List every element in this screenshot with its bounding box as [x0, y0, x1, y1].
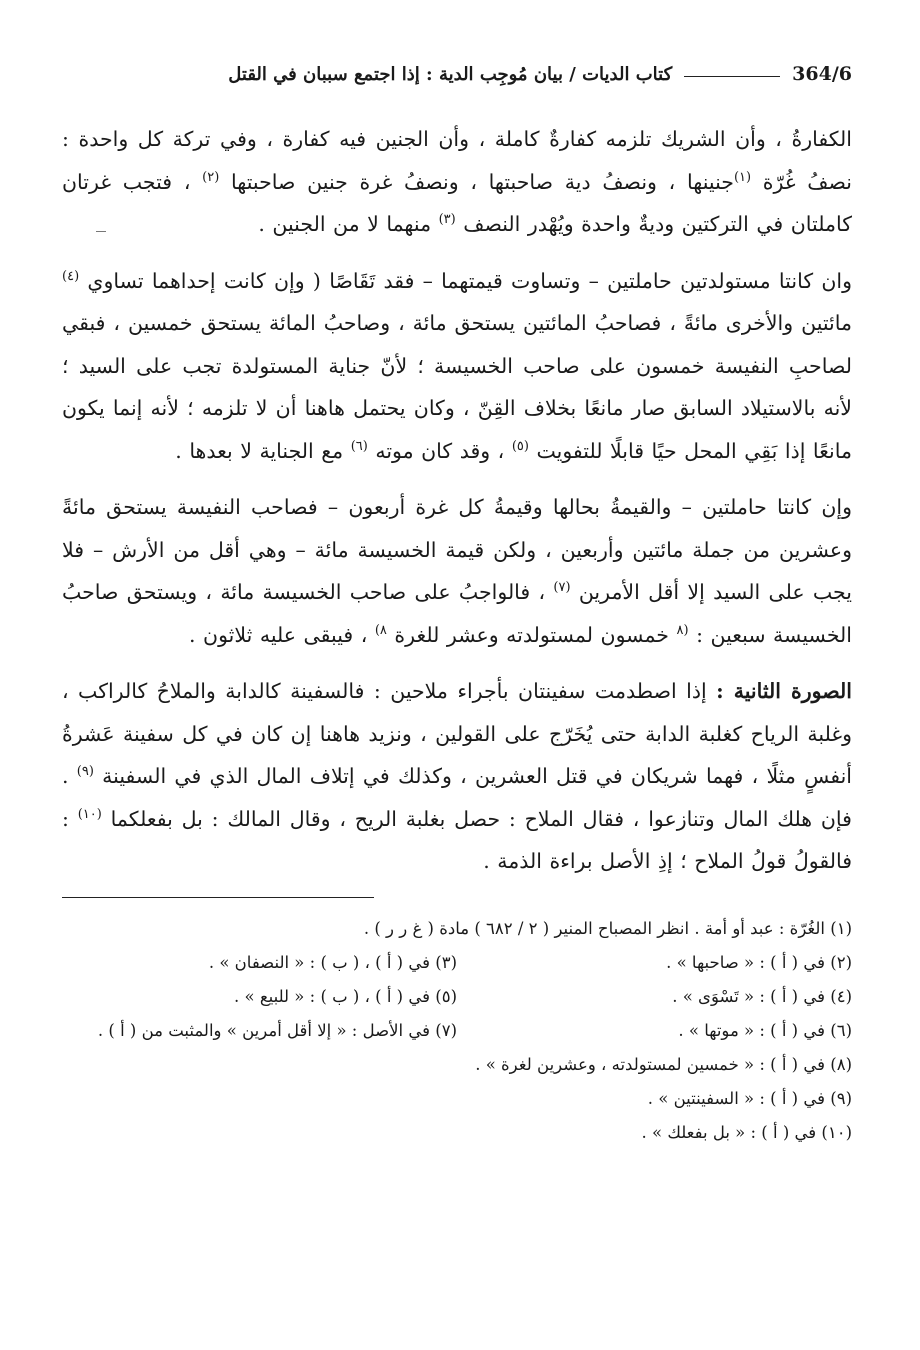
main-text	[62, 118, 852, 883]
paragraph-text: . فإن هلك المال وتنازعوا ، فقال الملاح : حصل بغلبة الريح ، وقال المالك : بل بفعلكما	[62, 764, 852, 831]
paragraph-text: ، وقد كان موته	[367, 438, 512, 463]
header-rule	[684, 76, 780, 77]
paragraph-text: مع الجناية لا بعدها .	[175, 438, 351, 463]
footnote-separator	[62, 897, 374, 898]
footnote-marker: (٢)	[202, 169, 220, 185]
footnote-5: (٥) في ( أ ) ، ( ب ) : « للبيع » .	[234, 986, 457, 1006]
footnote-marker: ٨)	[374, 622, 387, 638]
paragraph-text: إذا اصطدمت سفينتان بأجراء ملاحين : فالسفينة كالدابة والملاحُ كالراكب ، وغلبة الرياح كغلبة الدابة حتى يُخَرّج على القولين ، ونزيد هاهنا إن كان في كل سفينة عَشرةُ أنفسٍ مثلًا ، فهما شريكان في قتل العشرين ، وكذلك في إتلاف المال الذي في السفينة	[62, 679, 852, 788]
footnote-marker: (٥)	[511, 438, 529, 454]
footnote-marker: (٨	[676, 622, 689, 638]
running-title: كتاب الديات / بيان مُوجِب الدية : إذا اجتمع سببان في القتل	[228, 63, 673, 85]
footnote-marker: (١)	[733, 169, 752, 185]
footnote-row	[62, 946, 852, 980]
page-number: 364/6	[792, 63, 852, 85]
footnote-marker: (١٠)	[77, 806, 102, 822]
footnotes	[62, 912, 852, 1150]
paragraph-text: منهما لا من الجنين .	[258, 212, 439, 236]
footnote-1: (١) الغُرّة : عبد أو أمة . انظر المصباح المنير ( ٢ / ٦٨٢ ) مادة ( غ ر ر ) .	[363, 918, 852, 938]
footnote-row	[62, 1014, 852, 1048]
footnote-marker: (٦)	[350, 438, 368, 454]
paragraph	[62, 670, 852, 883]
paragraph-text: خمسون لمستولدته وعشر للغرة	[386, 622, 677, 647]
paragraph-text: الكفارةُ ، وأن الشريك تلزمه كفارةٌ كاملة ، وأن الجنين فيه كفارة ، وفي تركة كل واحدة : نصفُ غُرّة	[62, 127, 852, 194]
paragraph-text: وإن كانتا حاملتين – والقيمةُ بحالها وقيمةُ كل غرة أربعون – فصاحب النفيسة يستحق مائةً وعشرين من جملة مائتين وأربعين ، ولكن قيمة الخسيسة مائة – وهي أقل من الأرش – فلا يجب على السيد إلا أقل الأمرين	[62, 495, 852, 604]
footnote-8: (٨) في ( أ ) : « خمسين لمستولدته ، وعشرين لغرة » .	[475, 1054, 852, 1074]
footnote-marker: (٩)	[76, 764, 94, 780]
book-page	[62, 54, 852, 1150]
paragraph-text: ، فيبقى عليه ثلاثون .	[189, 622, 375, 647]
running-header	[62, 54, 852, 94]
footnote-2: (٢) في ( أ ) : « صاحبها » .	[666, 952, 852, 972]
footnote-marker: (٤)	[62, 268, 80, 284]
footnote-10: (١٠) في ( أ ) : « بل بفعلك » .	[641, 1122, 852, 1142]
paragraph-text: مائتين والأخرى مائةً ، فصاحبُ المائتين يستحق مائة ، وصاحبُ المائة يستحق خمسين ، فبقي لصاحبِ النفيسة خمسون على صاحب الخسيسة ؛ لأنّ جناية المستولدة تجب على السيد ؛ لأنه بالاستيلاد السابق صار مانعًا بخلاف القِنّ ، وكان يحتمل هاهنا أن لا تلزمه ؛ لأنه إنما يكون مانعًا إذا بَقِي المحل حيًا قابلًا للتفويت	[62, 311, 852, 463]
paragraph-text: : فالقولُ قولُ الملاح ؛ إذِ الأصل براءة الذمة .	[62, 806, 852, 873]
paragraph	[62, 260, 852, 473]
paragraph-text: ، فتجب غرتان كاملتان في التركتين وديةٌ واحدة ويُهْدر النصف	[62, 169, 852, 236]
footnote-9: (٩) في ( أ ) : « السفينتين » .	[647, 1088, 852, 1108]
footnote-4: (٤) في ( أ ) : « تَسْوَى » .	[672, 986, 852, 1006]
margin-mark	[96, 231, 106, 232]
footnote-marker: (٣)	[438, 212, 456, 228]
paragraph-text: وان كانتا مستولدتين حاملتين – وتساوت قيمتهما – فقد تَقَاصًا ( وإن كانت إحداهما تساوي	[79, 268, 852, 293]
section-heading: الصورة الثانية :	[716, 679, 852, 703]
paragraph-text: جنينها ، ونصفُ دية صاحبتها ، ونصفُ غرة جنين صاحبتها	[219, 169, 734, 194]
footnote-6: (٦) في ( أ ) : « موتها » .	[678, 1020, 852, 1040]
footnote-marker: (٧)	[553, 580, 571, 596]
footnote-7: (٧) في الأصل : « إلا أقل أمرين » والمثبت من ( أ ) .	[97, 1020, 457, 1040]
paragraph	[62, 118, 852, 246]
footnote-3: (٣) في ( أ ) ، ( ب ) : « النصفان » .	[208, 952, 457, 972]
footnote-row	[62, 980, 852, 1014]
paragraph-text: ، فالواجبُ على صاحب الخسيسة مائة ، ويستحق صاحبُ الخسيسة سبعين :	[62, 580, 852, 647]
paragraph	[62, 486, 852, 656]
